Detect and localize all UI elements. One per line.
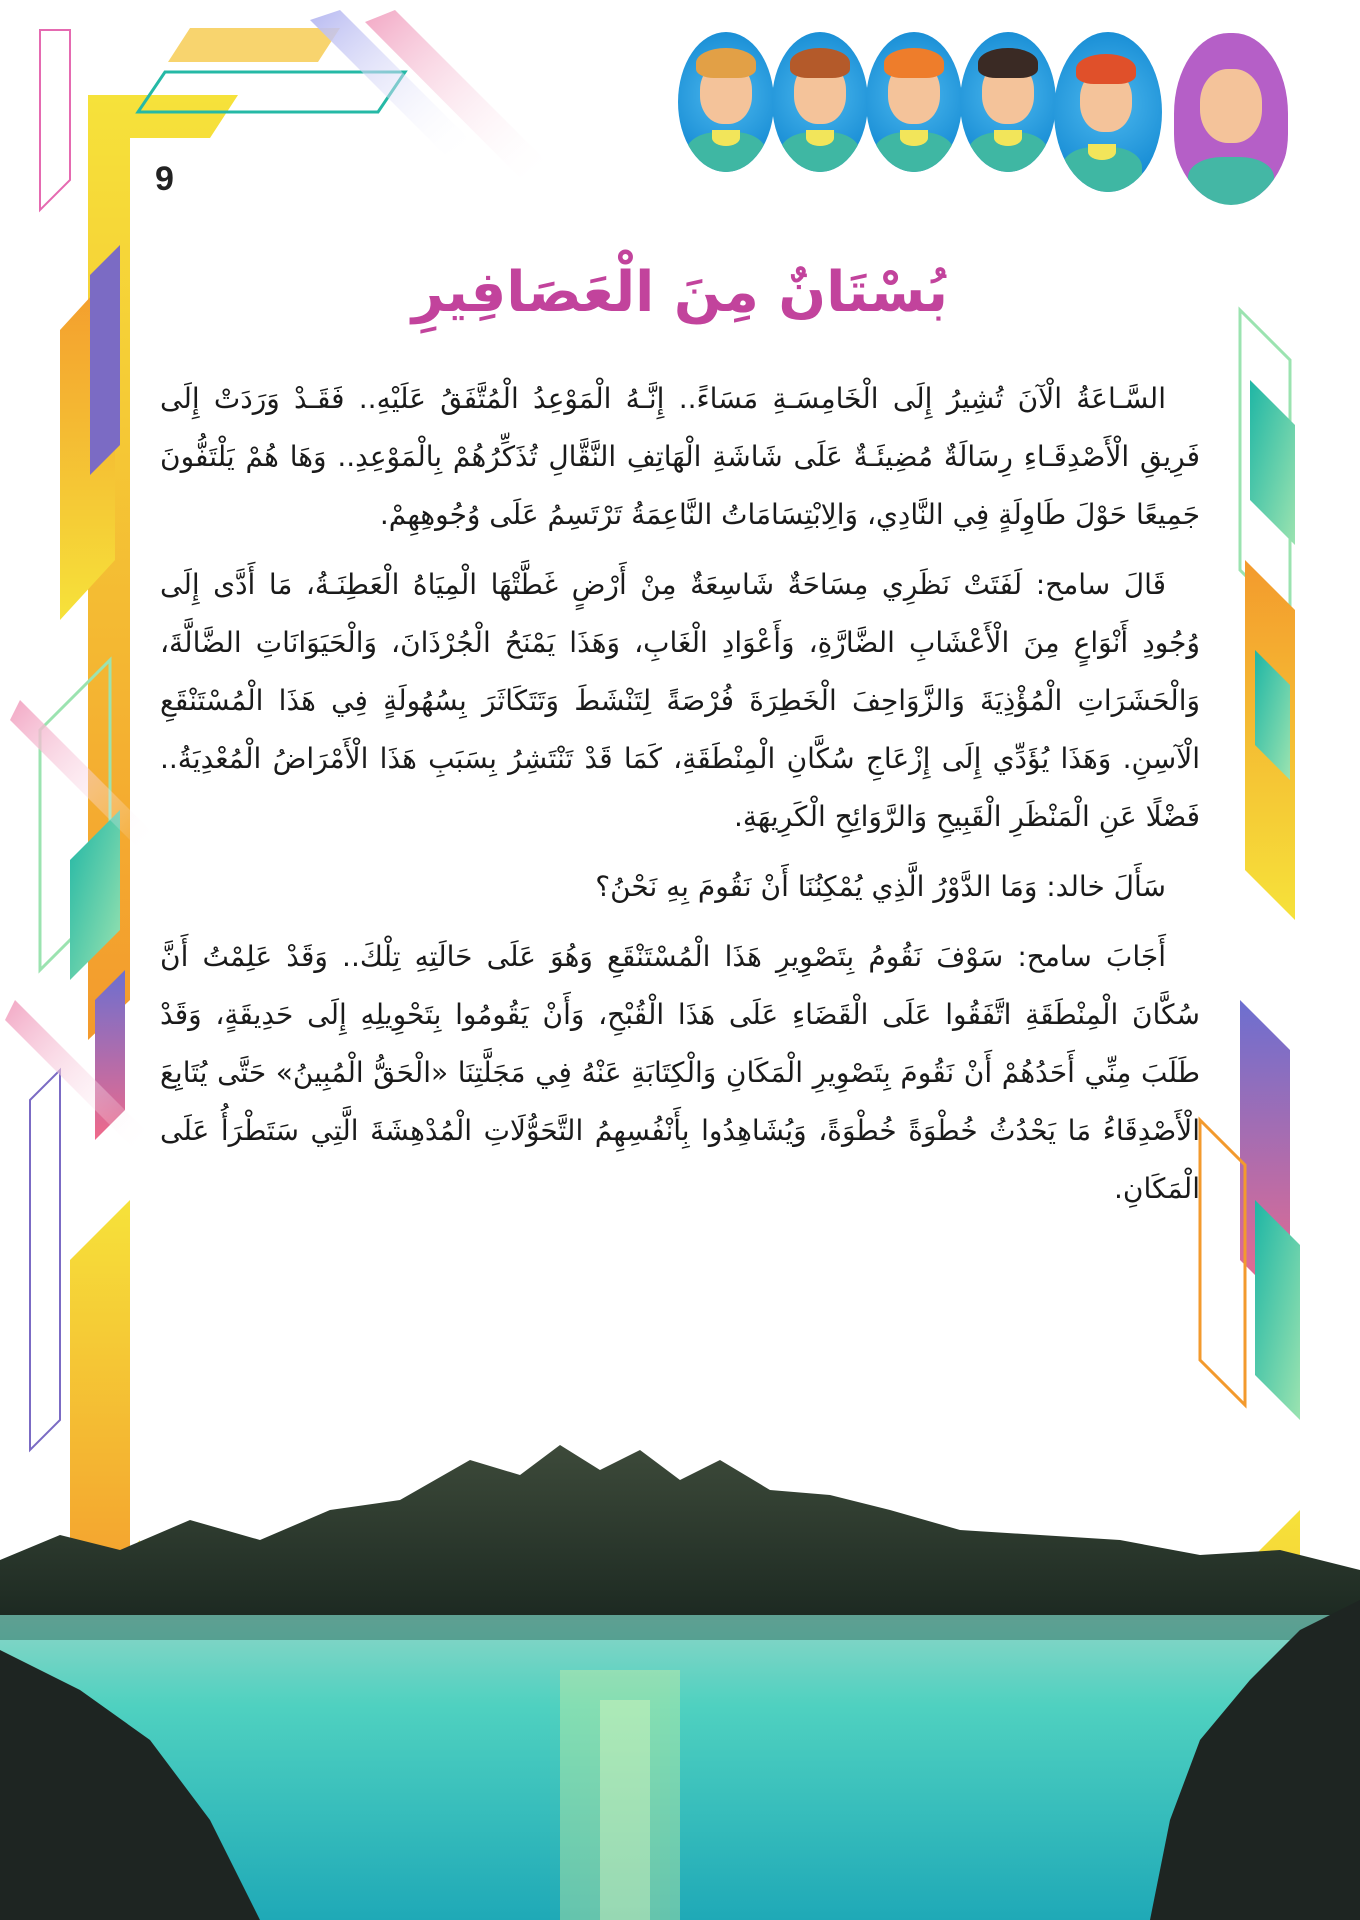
story-title: بُسْتَانٌ مِنَ الْعَصَافِيرِ [411, 260, 949, 325]
lake-landscape-illustration [0, 1440, 1360, 1920]
story-body [160, 370, 1200, 1230]
story-paragraph: قَالَ سامح: لَفَتَتْ نَظَرِي مِسَاحَةٌ شَاسِعَةٌ مِنْ أَرْضٍ غَطَّتْهَا الْمِيَاهُ الْعَطِنَـةُ، مَا أَدَّى إِلَى وُجُودِ أَنْوَاعٍ مِنَ الْأَعْشَابِ الضَّارَّةِ، وَأَعْوَادِ الْغَابِ، وَهَذَا يَمْنَحُ الْجُرْذَانَ، وَالْحَيَوَانَاتِ الضَّالَّةَ، وَالْحَشَرَاتِ الْمُؤْذِيَةَ وَالزَّوَاحِفَ الْخَطِرَةَ فُرْصَةً لِتَنْشَطَ وَتَتَكَاثَرَ بِسُهُولَةٍ فِي هَذَا الْمُسْتَنْقَعِ الْآسِنِ. وَهَذَا يُؤَدِّي إِلَى إِزْعَاجِ سُكَّانِ الْمِنْطَقَةِ، كَمَا قَدْ تَنْتَشِرُ بِسَبَبِ هَذَا الْأَمْرَاضُ الْمُعْدِيَةُ.. فَضْلًا عَنِ الْمَنْظَرِ الْقَبِيحِ وَالرَّوَائِحِ الْكَرِيهَةِ. [160, 568, 1200, 833]
story-paragraph: أَجَابَ سامح: سَوْفَ نَقُومُ بِتَصْوِيرِ هَذَا الْمُسْتَنْقَعِ وَهُوَ عَلَى حَالَتِهِ تِلْكَ.. وَقَدْ عَلِمْتُ أَنَّ سُكَّانَ الْمِنْطَقَةِ اتَّفَقُوا عَلَى الْقَضَاءِ عَلَى هَذَا الْقُبْحِ، وَأَنْ يَقُومُوا بِتَحْوِيلِهِ إِلَى حَدِيقَةٍ، وَقَدْ طَلَبَ مِنِّي أَحَدُهُمْ أَنْ نَقُومَ بِتَصْوِيرِ الْمَكَانِ وَالْكِتَابَةِ عَنْهُ فِي مَجَلَّتِنَا «الْحَقُّ الْمُبِينُ» حَتَّى يُتَابِعَ الْأَصْدِقَاءُ مَا يَحْدُثُ خُطْوَةً خُطْوَةً، وَيُشَاهِدُوا بِأَنْفُسِهِمُ التَّحَوُّلَاتِ الْمُدْهِشَةَ الَّتِي سَتَطْرَأُ عَلَى الْمَكَانِ. [160, 940, 1200, 1205]
girl-avatar [1170, 27, 1292, 205]
story-paragraph: السَّـاعَةُ الْآنَ تُشِيرُ إِلَى الْخَامِسَـةِ مَسَاءً.. إِنَّـهُ الْمَوْعِدُ الْمُتَّفَقُ عَلَيْهِ.. فَقَـدْ وَرَدَتْ إِلَى فَرِيقِ الْأَصْدِقَـاءِ رِسَالَةٌ مُضِيئَـةٌ عَلَى شَاشَةِ الْهَاتِفِ النَّقَّالِ تُذَكِّرُهُمْ بِالْمَوْعِدِ.. وَهَا هُمْ يَلْتَفُّونَ جَمِيعًا حَوْلَ طَاوِلَةٍ فِي النَّادِي، وَالِابْتِسَامَاتُ النَّاعِمَةُ تَرْتَسِمُ عَلَى وُجُوهِهِمْ. [160, 382, 1200, 531]
boy-avatar [1054, 32, 1162, 192]
characters-illustration [670, 22, 1310, 237]
story-paragraph: سَأَلَ خالد: وَمَا الدَّوْرُ الَّذِي يُمْكِنُنَا أَنْ نَقُومَ بِهِ نَحْنُ؟ [595, 870, 1166, 903]
boy-avatar [678, 32, 774, 172]
boy-avatar [772, 32, 868, 172]
boy-avatar [960, 32, 1056, 172]
page-number: 9 [155, 160, 174, 198]
boy-avatar [866, 32, 962, 172]
